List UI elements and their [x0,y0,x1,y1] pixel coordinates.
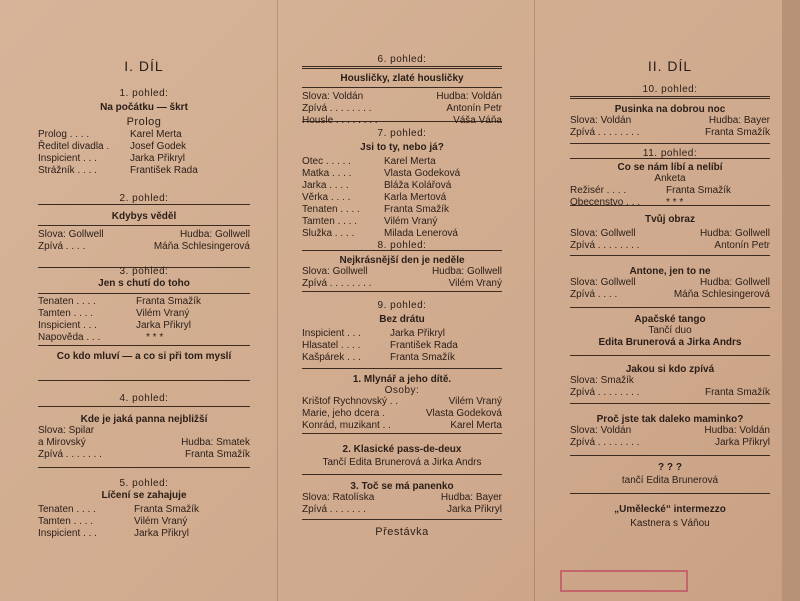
music: Hudba: Gollwell [179,229,250,240]
scene-5-name: Líčení se zahajuje [101,490,187,501]
scene-1-cast [38,129,250,177]
scene-7-cast [302,156,502,240]
role: Konrád, muzikant . . [302,420,391,431]
role: Hlasatel . . . . [302,340,361,351]
scene-2-box [38,204,250,268]
sings: Zpívá . . . . . . . . [570,387,640,398]
part-two-heading: II. DÍL [647,58,693,74]
role: Tenaten . . . . [38,296,96,307]
mystery-line: tančí Edita Brunerová [621,475,719,486]
fold-line [277,0,278,601]
sings: Zpívá . . . . . . . . [302,278,372,289]
intermission: Přestávka [375,526,429,538]
scene-3-extra-box [38,345,250,381]
lyrics-2: a Mirovský [38,437,86,448]
music: Hudba: Bayer [440,492,502,503]
role: Marie, jeho dcera . [302,408,385,419]
actor: František Rada [390,340,458,351]
role: Krištof Rychnovský . . [302,396,399,407]
role: Inspicient . . . [38,320,97,331]
dance-line-1: Tančí duo [648,325,692,336]
scene-9-name: Bez drátu [379,314,425,325]
singer: Antonín Petr [446,103,502,114]
actor: Franta Smažík [134,504,200,515]
actor: Jarka Přikryl [390,328,446,339]
lyrics: Slova: Gollwell [302,266,368,277]
role: Napověda . . . [38,332,101,343]
scene-9-sketch-3-box [302,474,502,520]
singer: Franta Smažík [184,449,250,460]
scene-5-cast [38,504,250,540]
mystery-dance [570,462,770,494]
scene-3-cast [38,296,250,344]
scene-11-title: 11. pohled: [642,148,698,159]
scene-10-box [570,96,770,144]
actor: * * * [666,197,684,208]
singer: Franta Smažík [704,387,770,398]
lyrics: Slova: Smažík [570,375,634,386]
scene-5-title: 5. pohled: [119,478,169,489]
lyrics: Slova: Voldán [570,425,632,436]
actor: Franta Smažík [390,352,456,363]
song-name: Proč jste tak daleko maminko? [596,414,744,425]
actor: Vlasta Godeková [384,168,461,179]
actor: Vilém Vraný [134,516,188,527]
song-name: Jakou si kdo zpívá [625,364,715,375]
sings: Zpívá . . . . [570,289,618,300]
violin: Housle . . . . . . . . [302,115,378,126]
actor: Vlasta Godeková [425,408,502,419]
music: Hudba: Gollwell [431,266,502,277]
role: Inspicient . . . [302,328,361,339]
actor: Jarka Přikryl [130,153,186,164]
sings: Zpívá . . . . . . . . [570,240,640,251]
lyrics: Slova: Spilar [38,425,95,436]
scene-3-title: 3. pohled: [119,266,169,277]
scene-10-name: Pusinka na dobrou noc [614,104,726,115]
song-name: Tvůj obraz [644,214,695,225]
song-antone [570,266,770,308]
lyrics: Slova: Gollwell [570,277,636,288]
music: Hudba: Gollwell [699,277,770,288]
role: Tenaten . . . . [38,504,96,515]
dance-name: Apačské tango [634,314,706,325]
cast-label: Osoby: [384,385,420,396]
scene-9-title: 9. pohled: [377,300,427,311]
role: Věrka . . . . [302,192,351,203]
role: Inspicient . . . [38,528,97,539]
singer: Máňa Schlesingerová [673,289,770,300]
sketch-1-name: 1. Mlynář a jeho dítě. [352,374,452,385]
music: Hudba: Smatek [181,437,250,448]
scene-1-title: 1. pohled: [119,88,169,99]
song-proc-jste [570,414,770,456]
scene-11-box [570,158,770,206]
mystery-title: ? ? ? [658,462,682,473]
song-tvuj-obraz [570,214,770,256]
music: Hudba: Gollwell [699,228,770,239]
role: Tamten . . . . [38,516,94,527]
singer: Jarka Přikryl [446,504,502,515]
singer: Antonín Petr [714,240,770,251]
lyrics: Slova: Voldán [302,91,364,102]
scene-4-title: 4. pohled: [119,393,169,404]
actor: Karel Merta [130,129,182,140]
actor: * * * [146,332,164,343]
fold-line [534,0,535,601]
sketch-2-name: 2. Klasické pass-de-deux [342,444,462,455]
lyrics: Slova: Gollwell [570,228,636,239]
dance-line-2: Edita Brunerová a Jirka Andrs [598,337,742,348]
intermezzo-line: Kastnera s Váňou [630,518,710,529]
scene-6-name: Housličky, zlaté housličky [340,73,464,84]
scene-8-name: Nejkrásnější den je neděle [339,255,465,266]
scene-3-name: Jen s chutí do toho [98,278,190,289]
scene-11-name: Co se nám líbí a nelíbí [617,162,723,173]
sings: Zpívá . . . . . . . [38,449,102,460]
sings: Zpívá . . . . . . . . [302,103,372,114]
role: Jarka . . . . [302,180,349,191]
scene-4-box [38,406,250,468]
role: Ředitel divadla . [38,141,110,152]
lyrics: Slova: Gollwell [38,229,104,240]
song-name: Antone, jen to ne [629,266,711,277]
scene-9-cast [302,328,502,364]
role: Inspicient . . . [38,153,97,164]
scene-11-sub: Anketa [654,173,686,184]
sketch-3-name: 3. Toč se má panenko [350,481,454,492]
scene-6-box [302,66,502,126]
actor: Franta Smažík [666,185,732,196]
singer: Franta Smažík [704,127,770,138]
role: Matka . . . . [302,168,352,179]
role: Kašpárek . . . [302,352,361,363]
sings: Zpívá . . . . . . . . [570,127,640,138]
actor: Jarka Přikryl [136,320,192,331]
actor: Karla Mertová [384,192,447,203]
scene-8-title: 8. pohled: [377,240,427,251]
role: Služka . . . . [302,228,355,239]
actor: Jarka Přikryl [134,528,190,539]
scene-6-title: 6. pohled: [377,54,427,65]
actor: Josef Godek [130,141,187,152]
actor: Karel Merta [384,156,436,167]
scene-10-title: 10. pohled: [642,84,698,95]
role: Režisér . . . . [570,185,627,196]
role: Obecenstvo . . . [570,197,641,208]
sings: Zpívá . . . . [38,241,86,252]
violinist: Váša Váňa [453,115,502,126]
music: Hudba: Voldán [436,91,502,102]
music: Hudba: Voldán [704,425,770,436]
actor: Franta Smažík [136,296,202,307]
actor: Milada Lenerová [384,228,458,239]
intermezzo-title: „Umělecké“ intermezzo [614,504,726,515]
song-jakou-si [570,364,770,404]
actor: Vilém Vraný [136,308,190,319]
scene-8-box [302,250,502,292]
actor: Vilém Vraný [384,216,438,227]
role: Tenaten . . . . [302,204,360,215]
scene-1-sub: Prolog [126,116,162,128]
singer: Jarka Přikryl [714,437,770,448]
actor: Vilém Vraný [448,396,502,407]
scene-1-name: Na počátku — škrt [100,102,188,113]
actor: František Rada [130,165,198,176]
part-one-heading: I. DÍL [124,58,164,74]
actor: Franta Smažík [384,204,450,215]
role: Tamten . . . . [302,216,358,227]
scene-7-title: 7. pohled: [377,128,427,139]
sheet-edge [782,0,800,601]
sketch-2-dancers: Tančí Edita Brunerová a Jirka Andrs [322,457,482,468]
scene-7-name: Jsi to ty, nebo já? [360,142,444,153]
actor: Karel Merta [450,420,502,431]
scene-2-name: Kdybys věděl [111,211,177,222]
sings: Zpívá . . . . . . . . [570,437,640,448]
lyrics: Slova: Ratolíska [302,492,375,503]
role: Otec . . . . . [302,156,351,167]
sings: Zpívá . . . . . . . [302,504,366,515]
singer: Máňa Schlesingerová [153,241,250,252]
dance-apacske-tango [570,314,770,356]
music: Hudba: Bayer [708,115,770,126]
scene-4-name: Kde je jaká panna nejbližší [80,414,208,425]
scene-9-sketch-1-box [302,368,502,434]
role: Strážník . . . . [38,165,97,176]
lyrics: Slova: Voldán [570,115,632,126]
role: Prolog . . . . [38,129,90,140]
archive-stamp [560,570,688,592]
actor: Bláža Kolářová [384,180,452,191]
role: Tamten . . . . [38,308,94,319]
singer: Vilém Vraný [448,278,502,289]
scene-3-extra: Co kdo mluví — a co si při tom myslí [56,351,232,362]
scene-2-title: 2. pohled: [119,193,169,204]
